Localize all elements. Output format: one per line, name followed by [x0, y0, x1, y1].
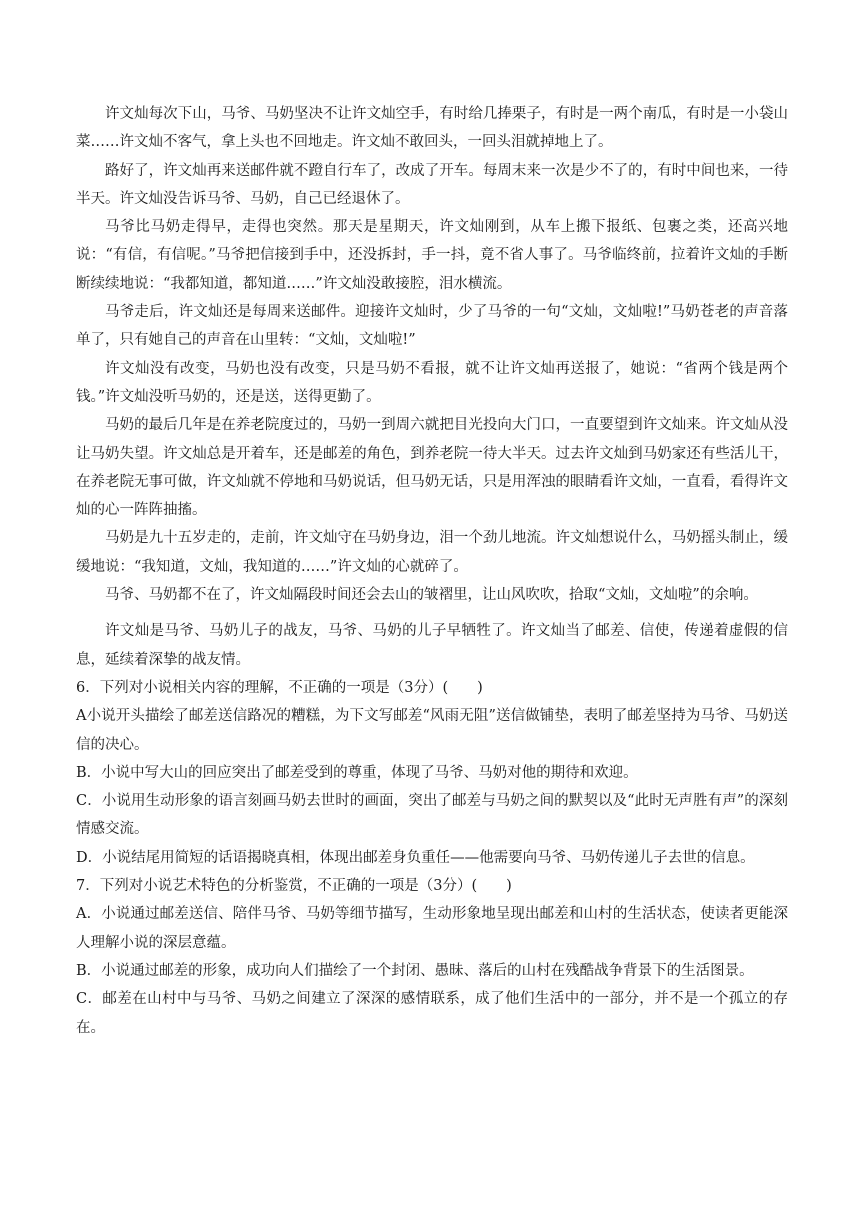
story-paragraph-8: 马爷、马奶都不在了，许文灿隔段时间还会去山的皱褶里，让山风吹吹，拾取“文灿，文灿啦”的余响。	[105, 587, 758, 604]
story-paragraph-7: 马奶是九十五岁走的，走前，许文灿守在马奶身边，泪一个劲儿地流。许文灿想说什么，马奶摇头制止，缓缓地说：“我知道，文灿，我知道的……”许文灿的心就碎了。	[76, 530, 788, 575]
story-paragraph-9: 许文灿是马爷、马奶儿子的战友，马爷、马奶的儿子早牺牲了。许文灿当了邮差、信使，传递着虚假的信息，延续着深挚的战友情。	[76, 623, 788, 668]
story-paragraph-2: 路好了，许文灿再来送邮件就不蹬自行车了，改成了开车。每周末来一次是少不了的，有时中间也来，一待半天。许文灿没告诉马爷、马奶，自己已经退休了。	[76, 162, 788, 207]
story-paragraph-1: 许文灿每次下山，马爷、马奶坚决不让许文灿空手，有时给几捧栗子，有时是一两个南瓜，有时是一小袋山菜……许文灿不客气，拿上头也不回地走。许文灿不敢回头，一回头泪就掉地上了。	[76, 106, 788, 151]
story-text	[76, 100, 788, 674]
option-a: A．小说通过邮差送信、陪伴马爷、马奶等细节描写，生动形象地呈现出邮差和山村的生活状态，使读者更能深人理解小说的深层意蕴。	[76, 906, 788, 951]
story-paragraph-3: 马爷比马奶走得早，走得也突然。那天是星期天，许文灿刚到，从车上搬下报纸、包裹之类，还高兴地说：“有信，有信呢。”马爷把信接到手中，还没拆封，手一抖，竟不省人事了。马爷临终前，拉着许文灿的手断断续续地说：“我都知道，都知道……”许文灿没敢接腔，泪水横流。	[76, 219, 788, 292]
option-b: B．小说通过邮差的形象，成功向人们描绘了一个封闭、愚昧、落后的山村在残酷战争背景下的生活图景。	[76, 962, 754, 979]
option-c: C．邮差在山村中与马爷、马奶之间建立了深深的感情联系，成了他们生活中的一部分，并不是一个孤立的存在。	[76, 991, 788, 1036]
story-paragraph-6: 马奶的最后几年是在养老院度过的，马奶一到周六就把目光投向大门口，一直要望到许文灿来。许文灿从没让马奶失望。许文灿总是开着车，还是邮差的角色，到养老院一待大半天。过去许文灿到马奶家还有些活儿干，在养老院无事可做，许文灿就不停地和马奶说话，但马奶无话，只是用浑浊的眼睛看许文灿，一直看，看得许文灿的心一阵阵抽搐。	[76, 417, 788, 519]
question-stem: 6．下列对小说相关内容的理解，不正确的一项是（3分）( )	[76, 679, 483, 696]
question-6	[76, 674, 788, 872]
document-page	[76, 100, 788, 1042]
option-c: C．小说用生动形象的语言刻画马奶去世时的画面，突出了邮差与马奶之间的默契以及“此时无声胜有声”的深刻情感交流。	[76, 793, 788, 838]
question-7	[76, 872, 788, 1042]
option-a: A小说开头描绘了邮差送信路况的糟糕，为下文写邮差“风雨无阻”送信做铺垫，表明了邮差坚持为马爷、马奶送信的决心。	[76, 708, 788, 753]
question-stem: 7．下列对小说艺术特色的分析鉴赏，不正确的一项是（3分）( )	[76, 878, 512, 895]
story-paragraph-5: 许文灿没有改变，马奶也没有改变，只是马奶不看报，就不让许文灿再送报了，她说：“省两个钱是两个钱。”许文灿没听马奶的，还是送，送得更勤了。	[76, 360, 788, 405]
story-paragraph-4: 马爷走后，许文灿还是每周来送邮件。迎接许文灿时，少了马爷的一句“文灿，文灿啦!”马奶苍老的声音落单了，只有她自己的声音在山里转：“文灿，文灿啦!”	[76, 304, 788, 349]
option-b: B．小说中写大山的回应突出了邮差受到的尊重，体现了马爷、马奶对他的期待和欢迎。	[76, 764, 638, 781]
option-d: D．小说结尾用简短的话语揭晓真相，体现出邮差身负重任——他需要向马爷、马奶传递儿子去世的信息。	[76, 849, 755, 866]
